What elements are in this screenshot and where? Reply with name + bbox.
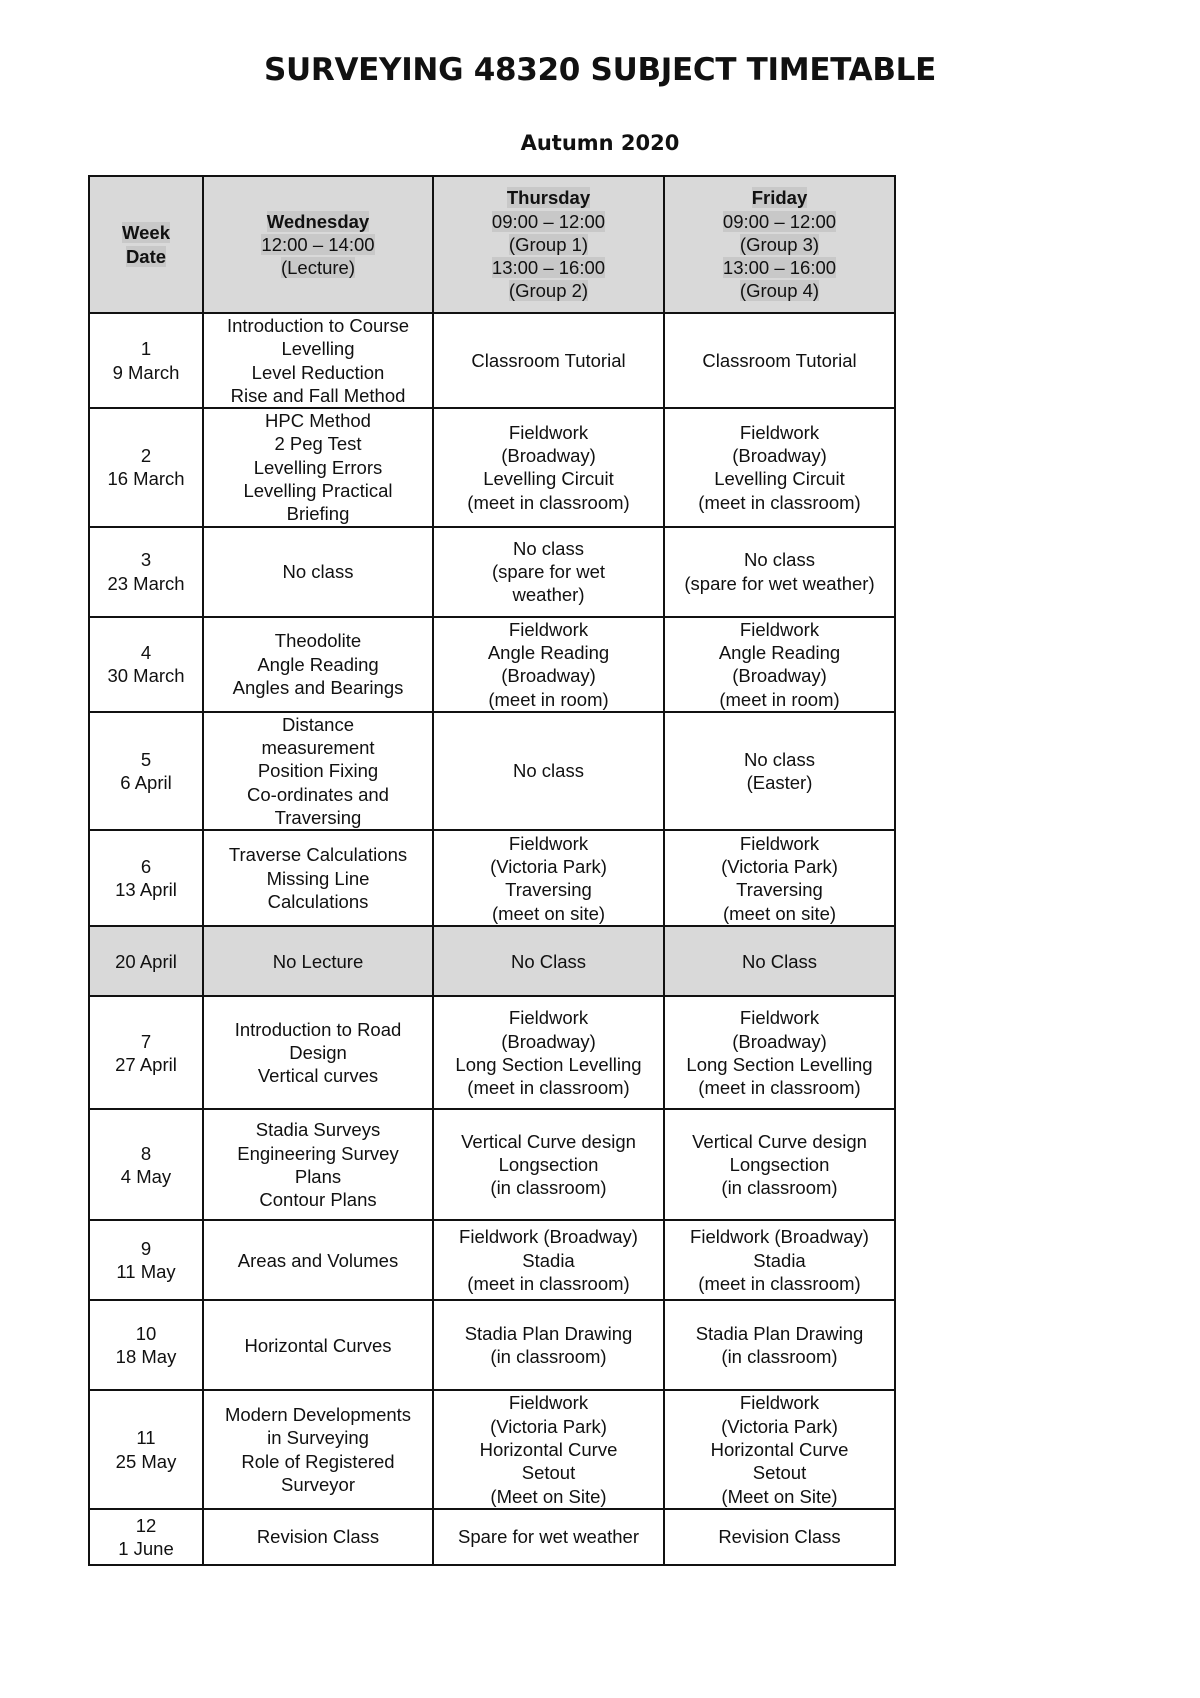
header-time-line: (Group 2) (508, 280, 589, 302)
break-row (89, 926, 895, 996)
wednesday-cell (203, 617, 433, 712)
header-time-line: (Lecture) (280, 257, 356, 279)
cell-line: Traversing (736, 879, 823, 901)
cell-line: Fieldwork (Broadway) (690, 1226, 869, 1248)
cell-line: Traversing (505, 879, 592, 901)
cell-line: (Broadway) (501, 445, 596, 467)
cell-line: (Victoria Park) (721, 856, 838, 878)
cell-line: (meet on site) (722, 902, 837, 924)
friday-cell (664, 1390, 895, 1508)
timetable-row (89, 996, 895, 1109)
cell-line: 9 March (112, 361, 180, 383)
friday-cell (664, 313, 895, 408)
cell-line: 5 (140, 748, 152, 770)
cell-line: 6 (140, 856, 152, 878)
friday-cell (664, 1220, 895, 1300)
friday-cell (664, 1300, 895, 1390)
cell-line: Stadia (522, 1249, 575, 1271)
cell-line: Fieldwork (508, 618, 589, 640)
cell-line: 4 May (120, 1165, 172, 1187)
cell-line: 11 May (116, 1261, 176, 1283)
cell-line: Stadia (753, 1249, 806, 1271)
cell-line: (Broadway) (732, 1030, 827, 1052)
cell-line: in Surveying (267, 1427, 369, 1449)
week-cell (89, 830, 203, 926)
cell-line: (meet in classroom) (698, 1272, 861, 1294)
friday-cell (664, 527, 895, 617)
header-day-label: Wednesday (266, 210, 370, 232)
thursday-cell (433, 313, 664, 408)
wednesday-cell (203, 1509, 433, 1565)
cell-line: (in classroom) (721, 1346, 838, 1368)
cell-line: Stadia Surveys (255, 1119, 381, 1141)
header-day-label: Friday (751, 187, 808, 209)
header-time-line: 12:00 – 14:00 (261, 233, 375, 255)
timetable-row (89, 313, 895, 408)
cell-line: (Meet on Site) (721, 1485, 838, 1507)
header-time-line: 13:00 – 16:00 (722, 257, 837, 279)
cell-line: Traversing (274, 807, 362, 829)
wednesday-cell (203, 712, 433, 830)
cell-line: Introduction to Road (234, 1018, 402, 1040)
header-friday (664, 176, 895, 313)
cell-line: Angle Reading (487, 641, 610, 663)
cell-line: No class (744, 748, 815, 770)
cell-line: (meet on site) (491, 902, 606, 924)
cell-line: Fieldwork (508, 1007, 589, 1029)
cell-line: 11 (136, 1427, 156, 1449)
cell-line: 7 (140, 1030, 152, 1052)
week-cell (89, 313, 203, 408)
timetable-row (89, 830, 895, 926)
cell-line: Fieldwork (508, 421, 589, 443)
wednesday-cell (203, 830, 433, 926)
cell-line: Levelling Circuit (483, 468, 614, 490)
wednesday-cell (203, 926, 433, 996)
header-week-label: Week (122, 222, 170, 244)
thursday-cell (433, 1300, 664, 1390)
thursday-cell (433, 830, 664, 926)
week-cell (89, 996, 203, 1109)
header-time-line: 09:00 – 12:00 (491, 210, 606, 232)
cell-line: 16 March (107, 468, 185, 490)
friday-cell (664, 1109, 895, 1220)
cell-line: No class (282, 561, 354, 583)
cell-line: 2 (140, 445, 152, 467)
friday-cell (664, 996, 895, 1109)
timetable-body (89, 313, 895, 1565)
cell-line: Rise and Fall Method (230, 384, 406, 406)
week-cell (89, 1300, 203, 1390)
cell-line: Co-ordinates and (247, 783, 389, 805)
cell-line: Horizontal Curve (710, 1438, 849, 1460)
wednesday-cell (203, 1220, 433, 1300)
cell-line: (Broadway) (501, 1030, 596, 1052)
cell-line: (in classroom) (490, 1177, 607, 1199)
week-cell (89, 408, 203, 526)
cell-line: Levelling (281, 338, 355, 360)
cell-line: (Broadway) (501, 665, 596, 687)
cell-line: Theodolite (274, 630, 362, 652)
timetable-row (89, 1509, 895, 1565)
cell-line: (Broadway) (732, 665, 827, 687)
cell-line: No Class (741, 950, 818, 972)
cell-line: Position Fixing (257, 760, 379, 782)
cell-line: weather) (512, 584, 585, 606)
timetable-row (89, 527, 895, 617)
cell-line: Contour Plans (259, 1189, 377, 1211)
friday-cell (664, 830, 895, 926)
cell-line: Levelling Circuit (714, 468, 845, 490)
timetable (88, 175, 896, 1566)
thursday-cell (433, 1109, 664, 1220)
cell-line: Role of Registered (241, 1450, 395, 1472)
cell-line: Fieldwork (739, 1392, 820, 1414)
cell-line: 2 Peg Test (274, 433, 362, 455)
cell-line: Classroom Tutorial (471, 349, 626, 371)
cell-line: Classroom Tutorial (702, 349, 857, 371)
cell-line: No Class (510, 950, 587, 972)
cell-line: Calculations (267, 890, 369, 912)
cell-line: 12 (135, 1514, 157, 1536)
cell-line: Distance (282, 713, 354, 735)
header-time-line: 09:00 – 12:00 (722, 210, 837, 232)
cell-line: 13 April (115, 879, 177, 901)
cell-line: Engineering Survey (237, 1142, 399, 1164)
header-date-label: Date (125, 245, 167, 267)
cell-line: Long Section Levelling (455, 1053, 642, 1075)
cell-line: Design (289, 1042, 347, 1064)
thursday-cell (433, 1509, 664, 1565)
friday-cell (664, 926, 895, 996)
cell-line: (spare for wet weather) (684, 572, 875, 594)
wednesday-cell (203, 313, 433, 408)
cell-line: Horizontal Curve (479, 1438, 618, 1460)
cell-line: Plans (294, 1165, 342, 1187)
cell-line: 9 (140, 1238, 152, 1260)
week-cell (89, 1509, 203, 1565)
cell-line: 25 May (115, 1450, 177, 1472)
cell-line: (Broadway) (732, 445, 827, 467)
cell-line: Vertical curves (257, 1065, 379, 1087)
header-thursday (433, 176, 664, 313)
thursday-cell (433, 408, 664, 526)
timetable-row (89, 617, 895, 712)
cell-line: Introduction to Course (226, 315, 410, 336)
friday-cell (664, 408, 895, 526)
cell-line: No Lecture (272, 950, 364, 972)
cell-line: (Easter) (746, 772, 813, 794)
header-week-date (89, 176, 203, 313)
header-time-line: (Group 3) (739, 233, 820, 255)
cell-line: Fieldwork (Broadway) (459, 1226, 638, 1248)
cell-line: Modern Developments (224, 1403, 412, 1425)
week-cell (89, 527, 203, 617)
cell-line: Fieldwork (508, 1392, 589, 1414)
thursday-cell (433, 1390, 664, 1508)
header-time-line: (Group 1) (508, 233, 589, 255)
wednesday-cell (203, 996, 433, 1109)
wednesday-cell (203, 527, 433, 617)
page-subtitle: Autumn 2020 (520, 131, 680, 155)
wednesday-cell (203, 1109, 433, 1220)
cell-line: Traverse Calculations (228, 844, 408, 866)
cell-line: (Victoria Park) (490, 856, 607, 878)
cell-line: Angle Reading (718, 641, 841, 663)
cell-line: 6 April (120, 772, 172, 794)
cell-line: Areas and Volumes (237, 1249, 399, 1271)
cell-line: (meet in classroom) (467, 491, 630, 513)
cell-line: (in classroom) (721, 1177, 838, 1199)
cell-line: Setout (521, 1462, 576, 1484)
cell-line: (spare for wet (491, 561, 606, 583)
cell-line: Angles and Bearings (232, 676, 404, 698)
cell-line: (meet in room) (719, 688, 840, 710)
timetable-row (89, 1390, 895, 1508)
cell-line: Vertical Curve design (461, 1130, 636, 1152)
timetable-row (89, 1220, 895, 1300)
cell-line: No class (513, 760, 584, 782)
cell-line: Fieldwork (739, 1007, 820, 1029)
cell-line: Levelling Errors (253, 456, 383, 478)
timetable-row (89, 1109, 895, 1220)
friday-cell (664, 617, 895, 712)
cell-line: Longsection (498, 1154, 599, 1176)
cell-line: measurement (261, 737, 375, 759)
header-time-line: 13:00 – 16:00 (491, 257, 606, 279)
cell-line: Horizontal Curves (244, 1334, 392, 1356)
week-cell (89, 1109, 203, 1220)
cell-line: 18 May (115, 1346, 177, 1368)
cell-line: Revision Class (718, 1526, 841, 1548)
cell-line: 30 March (107, 665, 185, 687)
cell-line: Long Section Levelling (686, 1053, 873, 1075)
cell-line: 1 (140, 338, 152, 360)
header-time-line: (Group 4) (739, 280, 820, 302)
wednesday-cell (203, 1390, 433, 1508)
cell-line: (in classroom) (490, 1346, 607, 1368)
cell-line: HPC Method (265, 410, 371, 432)
cell-line: Angle Reading (257, 653, 379, 675)
thursday-cell (433, 926, 664, 996)
cell-line: Vertical Curve design (692, 1130, 867, 1152)
thursday-cell (433, 1220, 664, 1300)
cell-line: (meet in classroom) (467, 1077, 630, 1099)
cell-line: No class (513, 537, 584, 559)
header-wednesday (203, 176, 433, 313)
friday-cell (664, 712, 895, 830)
header-day-label: Thursday (506, 187, 591, 209)
cell-line: 10 (135, 1323, 157, 1345)
cell-line: Fieldwork (739, 618, 820, 640)
cell-line: 1 June (118, 1537, 174, 1559)
cell-line: Stadia Plan Drawing (464, 1323, 633, 1345)
header-row (89, 176, 895, 313)
cell-line: (Victoria Park) (490, 1415, 607, 1437)
cell-line: 27 April (115, 1053, 177, 1075)
cell-line: (meet in classroom) (698, 1077, 861, 1099)
week-cell (89, 926, 203, 996)
cell-line: 8 (140, 1142, 152, 1164)
cell-line: Levelling Practical (243, 480, 393, 502)
cell-line: (meet in classroom) (698, 491, 861, 513)
cell-line: (meet in classroom) (467, 1272, 630, 1294)
cell-line: Briefing (286, 503, 350, 525)
cell-line: (Victoria Park) (721, 1415, 838, 1437)
timetable-row (89, 1300, 895, 1390)
cell-line: 3 (140, 549, 152, 571)
wednesday-cell (203, 408, 433, 526)
cell-line: 23 March (107, 572, 185, 594)
cell-line: Longsection (729, 1154, 830, 1176)
week-cell (89, 712, 203, 830)
cell-line: Fieldwork (508, 832, 589, 854)
wednesday-cell (203, 1300, 433, 1390)
cell-line: Setout (752, 1462, 807, 1484)
cell-line: Surveyor (280, 1473, 356, 1495)
cell-line: Stadia Plan Drawing (695, 1323, 864, 1345)
cell-line: (Meet on Site) (490, 1485, 607, 1507)
page-title: SURVEYING 48320 SUBJECT TIMETABLE (264, 52, 936, 88)
week-cell (89, 1220, 203, 1300)
week-cell (89, 1390, 203, 1508)
cell-line: No class (744, 549, 815, 571)
cell-line: Missing Line (266, 867, 370, 889)
thursday-cell (433, 617, 664, 712)
cell-line: 20 April (115, 950, 177, 972)
thursday-cell (433, 712, 664, 830)
timetable-row (89, 408, 895, 526)
thursday-cell (433, 996, 664, 1109)
cell-line: Spare for wet weather (458, 1526, 639, 1548)
cell-line: Level Reduction (251, 361, 385, 383)
thursday-cell (433, 527, 664, 617)
cell-line: (meet in room) (488, 688, 609, 710)
cell-line: Fieldwork (739, 421, 820, 443)
friday-cell (664, 1509, 895, 1565)
timetable-row (89, 712, 895, 830)
cell-line: Fieldwork (739, 832, 820, 854)
week-cell (89, 617, 203, 712)
cell-line: 4 (140, 641, 152, 663)
cell-line: Revision Class (256, 1526, 380, 1548)
